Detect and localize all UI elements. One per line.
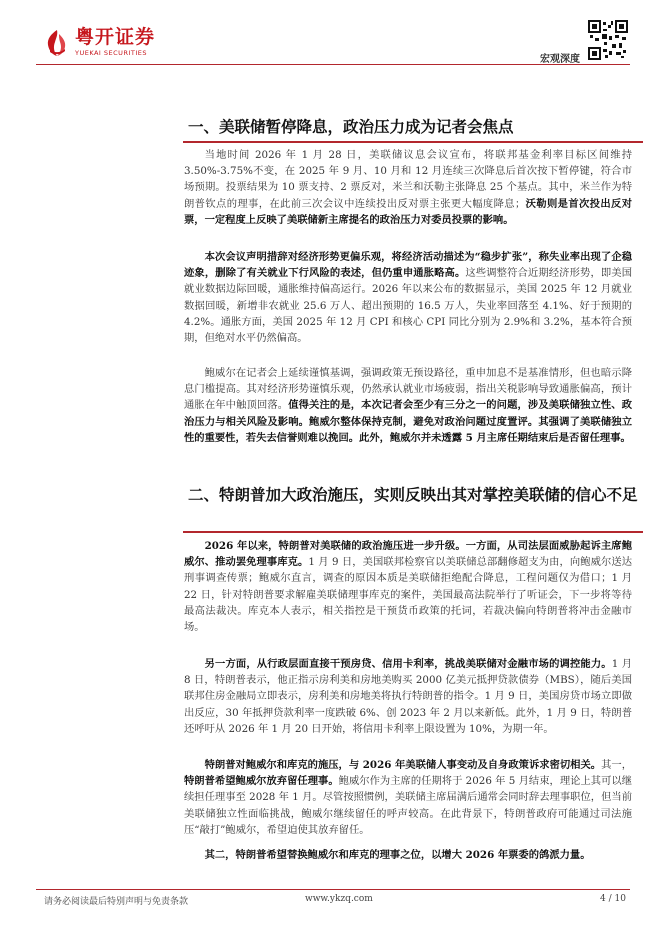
- paragraph: [184, 538, 632, 635]
- emphasis-text: 值得关注的是，本次记者会至少有三分之一的问题，涉及美联储独立性、政治压力与相关风险及影响。鲍威尔整体保持克制，避免对政治问题过度置评。其强调了美联储独立性的重要性，若失去信誉则难以挽回。此外，鲍威尔并未透露 5 月主席任期结束后是否留任理事。: [184, 399, 633, 444]
- paragraph: [184, 147, 632, 228]
- paragraph: [184, 365, 632, 446]
- emphasis-text: 其二，特朗普希望替换鲍威尔和库克的理事之位，以增大 2026 年票委的鸽派力量。: [204, 849, 591, 861]
- body-text: 鲍威尔作为主席的任期将于 2026 年 5 月结束，理论上其可以继续担任理事至 2028 年 1 月。尽管按照惯例，美联储主席届满后通常会同时辞去理事职位，但当前美联储独立性面临挑战，鲍威尔继续留任的呼声较高。在此背景下，特朗普政府可能通过司法施压“敲打”鲍威尔，希望迫使其放弃留任。: [184, 775, 632, 836]
- paragraph: [184, 656, 632, 737]
- report-category-label: 宏观深度: [540, 54, 580, 65]
- body-text: 鲍威尔在记者会上延续谨慎基调，强调政策无预设路径，重申加息不是基准情形，但也暗示降息门槛提高。其对经济形势谨慎乐观，仍然承认就业市场疲弱，指出关税影响导致通胀偏高，预计通胀在年中触顶回落。: [184, 367, 632, 412]
- footer-disclaimer: 请务必阅读最后特别声明与免责条款: [44, 897, 189, 907]
- section-heading-2: 二、特朗普加大政治施压，实则反映出其对掌控美联储的信心不足: [188, 486, 638, 504]
- header-divider: [36, 64, 630, 65]
- logo-text-en: YUEKAI SECURITIES: [75, 49, 147, 57]
- section-heading-underline: [183, 141, 643, 143]
- body-text: 其一，: [601, 759, 632, 771]
- footer-divider: [36, 889, 630, 890]
- emphasis-text: 特朗普希望鲍威尔放弃留任理事。: [184, 775, 339, 788]
- emphasis-text: 2026 年以来，特朗普对美联储的政治施压进一步升级。一方面，从司法层面威胁起诉主席鲍威尔、推动罢免理事库克。: [184, 540, 632, 569]
- company-logo: [42, 26, 187, 62]
- emphasis-text: 另一方面，从行政层面直接干预房贷、信用卡利率，挑战美联储对金融市场的调控能力。: [204, 658, 612, 670]
- paragraph: [184, 757, 632, 838]
- qr-code-icon: [588, 20, 628, 60]
- footer-website-link[interactable]: www.ykzq.com: [305, 894, 373, 904]
- section-heading-underline: [183, 531, 643, 533]
- body-text: 当地时间 2026 年 1 月 28 日，美联储议息会议宣布，将联邦基金利率目标区间维持 3.50%-3.75%不变，在 2025 年 9 月、10 月和 12 月连续三次降息后首次按下暂停键，符合市场预期。投票结果为 10 票支持、2 票反对，米兰和沃勒主张降息 25 个基点。其中，米兰作为特朗普钦点的理事，在此前三次会议中连续投出反对票主张更大幅度降息；: [184, 149, 632, 210]
- body-text: 1 月 9 日，美国联邦检察官以美联储总部翻修超支为由，向鲍威尔送达刑事调查传票；鲍威尔直言，调查的原因本质是美联储拒绝配合降息，工程问题仅为借口；1 月 22 日，针对特朗普要求解雇美联储理事库克的案件，美国最高法院举行了听证会，下一步将等待最高法裁决。库克本人表示，相关指控是干预货币政策的托词，若裁决偏向特朗普将冲击金融市场。: [184, 556, 632, 634]
- paragraph: [184, 249, 632, 346]
- emphasis-text: 沃勒则是首次投出反对票，一定程度上反映了美联储新主席提名的政治压力对委员投票的影响。: [184, 197, 633, 226]
- section-heading-1: 一、美联储暂停降息，政治压力成为记者会焦点: [188, 118, 514, 136]
- page-header: [0, 0, 662, 68]
- emphasis-text: 特朗普对鲍威尔和库克的施压，与 2026 年美联储人事变动及自身政策诉求密切相关。: [204, 759, 602, 771]
- logo-mark-icon: [42, 28, 72, 58]
- body-text: 1 月 8 日，特朗普表示，他正指示房利美和房地美购买 2000 亿美元抵押贷款债券（MBS），随后美国联邦住房金融局立即表示，房利美和房地美将执行特朗普的指令。1 月 9 日，美国房贷市场立即做出反应，30 年抵押贷款利率一度跌破 6%、创 2023 年 2 月以来新低。此外，1 月 9 日，特朗普还呼吁从 2026 年 1 月 20 日开始，将信用卡利率上限设置为 10%，为期一年。: [184, 658, 632, 735]
- logo-text-cn: 粤开证券: [75, 26, 156, 48]
- page-number: 4 / 10: [600, 894, 626, 904]
- emphasis-text: 本次会议声明措辞对经济形势更偏乐观，将经济活动描述为“稳步扩张”，称失业率出现了企稳迹象，删除了有关就业下行风险的表述，但仍重申通胀略高。: [184, 251, 632, 280]
- body-text: 这些调整符合近期经济形势，即美国就业数据边际回暖，通胀维持偏高运行。2026 年以来公布的数据显示，美国 2025 年 12 月就业数据回暖，新增非农就业 25.6 万人、超出预期的 16.5 万人，失业率回落至 4.1%、好于预期的 4.2%。通胀方面，美国 2025 年 12 月 CPI 和核心 CPI 同比分别为 2.9%和 3.2%，基本符合预期，但绝对水平仍然偏高。: [184, 267, 633, 345]
- paragraph: [184, 847, 632, 863]
